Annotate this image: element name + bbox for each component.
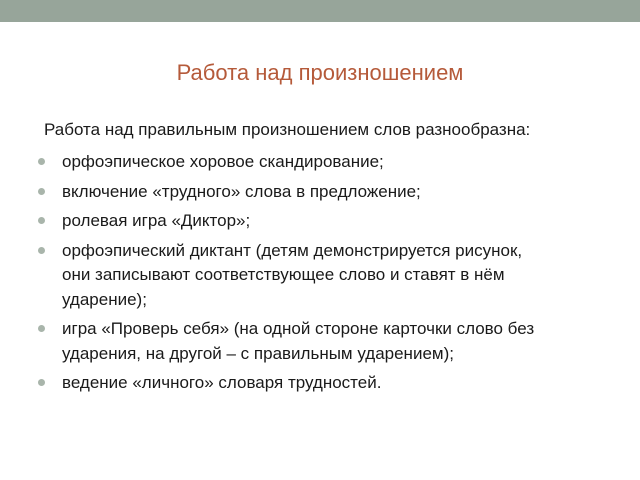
bullet-dot-icon — [38, 247, 45, 254]
bullet-dot-icon — [38, 379, 45, 386]
bullet-line: включение «трудного» слова в предложение; — [62, 181, 421, 201]
bullet-item — [38, 150, 618, 175]
bullet-item — [38, 180, 618, 205]
bullet-list — [38, 150, 618, 401]
bullet-dot-icon — [38, 217, 45, 224]
bullet-line: ударение); — [62, 289, 147, 309]
bullet-line: игра «Проверь себя» (на одной стороне карточки слово без — [62, 319, 535, 338]
top-color-band — [0, 0, 640, 22]
intro-text: Работа над правильным произношением слов разнообразна: — [44, 120, 531, 139]
slide-title: Работа над произношением — [176, 60, 464, 85]
bullet-line: ударения, на другой – с правильным ударением); — [62, 343, 454, 363]
bullet-dot-icon — [38, 158, 45, 165]
bullet-line: орфоэпическое хоровое скандирование; — [62, 152, 384, 171]
bullet-item — [38, 239, 618, 313]
bullet-item — [38, 317, 618, 366]
bullet-item — [38, 371, 618, 396]
bullet-line: ведение «личного» словаря трудностей. — [62, 373, 382, 392]
bullet-item — [38, 209, 618, 234]
bullet-dot-icon — [38, 188, 45, 195]
bullet-line: они записывают соответствующее слово и ставят в нём — [62, 265, 505, 284]
bullet-line: ролевая игра «Диктор»; — [62, 211, 251, 230]
bullet-dot-icon — [38, 325, 45, 332]
bullet-line: орфоэпический диктант (детям демонстрируется рисунок, — [62, 240, 523, 260]
